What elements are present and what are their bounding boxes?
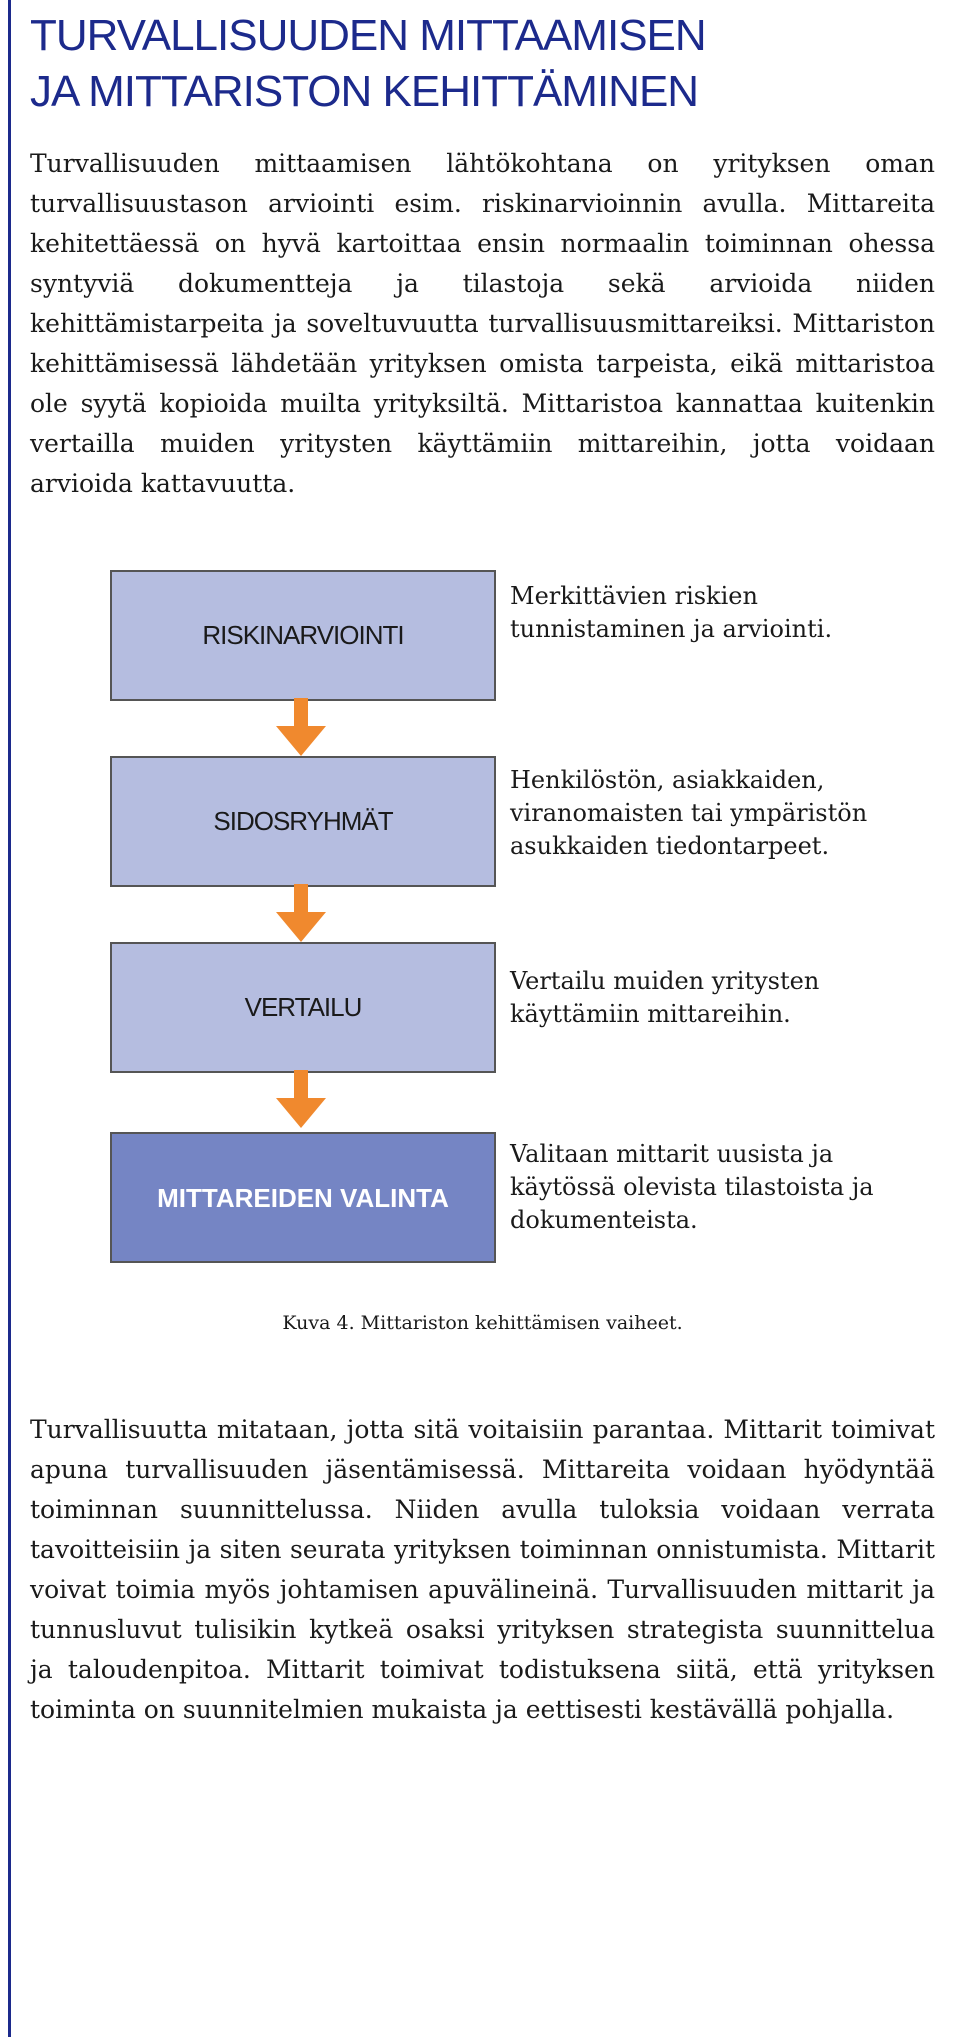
step-box-sidosryhmat: SIDOSRYHMÄT xyxy=(110,756,496,887)
left-margin-rule xyxy=(8,0,11,2037)
section-heading xyxy=(30,8,935,120)
intro-paragraph: Turvallisuuden mittaamisen lähtökohtana on yrityksen oman turvallisuustason arviointi esim. riskinarvioinnin avulla. Mittareita kehitettäessä on hyvä kartoittaa ensin normaalin toiminnan ohessa syntyviä dokumentteja ja tilastoja sekä arvioida niiden kehittämistarpeita ja soveltuvuutta turvallisuusmittareiksi. Mittariston kehittämisessä lähdetään yrityksen omista tarpeista, eikä mittaristoa ole syytä kopioida muilta yrityksiltä. Mittaristoa kannattaa kuitenkin vertailla muiden yritysten käyttämiin mittareihin, jotta voidaan arvioida kattavuutta. xyxy=(30,149,935,498)
figure-caption: Kuva 4. Mittariston kehittämisen vaiheet. xyxy=(282,1312,683,1334)
step-box-mittareiden-valinta: MITTAREIDEN VALINTA xyxy=(110,1132,496,1263)
down-arrow-icon xyxy=(266,698,336,758)
down-arrow-icon xyxy=(266,884,336,944)
step-description-vertailu: Vertailu muiden yritysten käyttämiin mittareihin. xyxy=(510,967,820,1028)
down-arrow-icon xyxy=(266,1070,336,1130)
step-description-sidosryhmat: Henkilöstön, asiakkaiden, viranomaisten tai ympäristön asukkaiden tiedontarpeet. xyxy=(510,766,868,860)
closing-paragraph: Turvallisuutta mitataan, jotta sitä voitaisiin parantaa. Mittarit toimivat apuna turvallisuuden jäsentämisessä. Mittareita voidaan hyödyntää toiminnan suunnittelussa. Niiden avulla tuloksia voidaan verrata tavoitteisiin ja siten seurata yrityksen toiminnan onnistumista. Mittarit voivat toimia myös johtamisen apuvälineinä. Turvallisuuden mittarit ja tunnusluvut tulisikin kytkeä osaksi yrityksen strategista suunnittelua ja taloudenpitoa. Mittarit toimivat todistuksena siitä, että yrityksen toiminta on suunnitelmien mukaista ja eettisesti kestävällä pohjalla. xyxy=(30,1415,935,1724)
process-diagram xyxy=(110,570,930,1270)
heading-line-2: JA MITTARISTON KEHITTÄMINEN xyxy=(30,67,699,116)
step-box-vertailu: VERTAILU xyxy=(110,942,496,1073)
step-box-riskinarviointi: RISKINARVIOINTI xyxy=(110,570,496,701)
step-description-mittareiden-valinta: Valitaan mittarit uusista ja käytössä olevista tilastoista ja dokumenteista. xyxy=(510,1140,874,1234)
heading-line-1: TURVALLISUUDEN MITTAAMISEN xyxy=(30,11,706,60)
step-description-riskinarviointi: Merkittävien riskien tunnistaminen ja arviointi. xyxy=(510,582,833,643)
